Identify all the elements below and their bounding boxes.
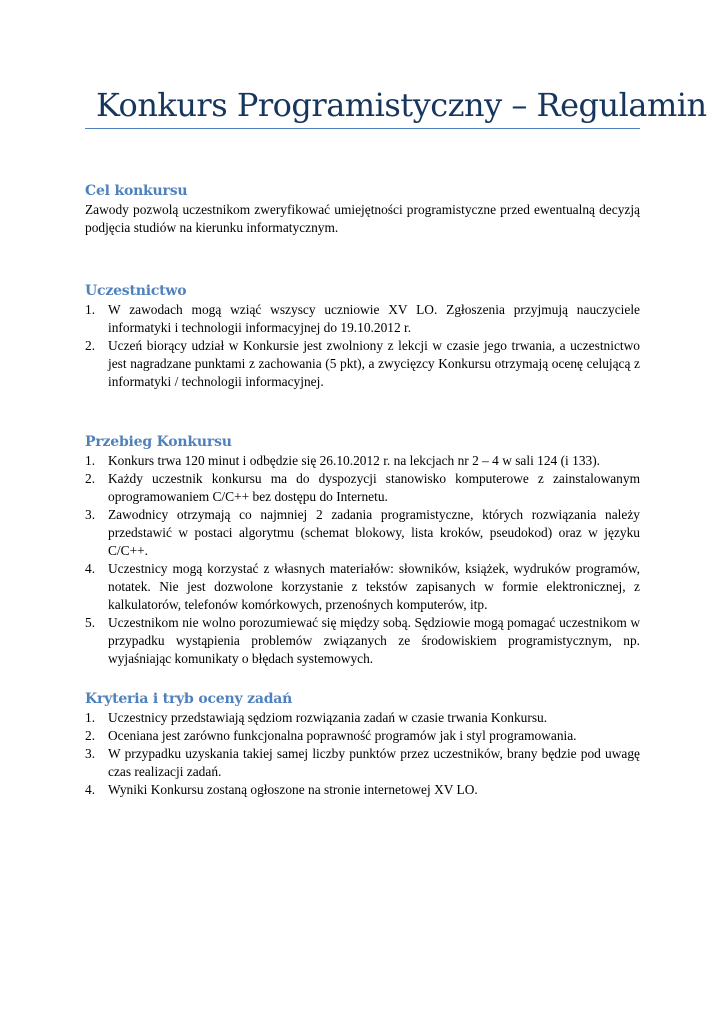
list-number: 2. xyxy=(85,471,96,486)
list-number: 2. xyxy=(85,338,96,353)
list-item xyxy=(85,506,640,560)
section-kryteria-oceny xyxy=(85,689,640,799)
list-item-text: Uczeń biorący udział w Konkursie jest zwolniony z lekcji w czasie jego trwania, a uczestnictwo jest nagradzane punktami z zachowania (5 pkt), a zwycięzcy Konkursu otrzymają ocenę celującą z informatyki / technologii informacyjnej. xyxy=(108,338,640,389)
list-item xyxy=(85,745,640,781)
section-paragraph: Zawody pozwolą uczestnikom zweryfikować umiejętności programistyczne przed ewentualną decyzją podjęcia studiów na kierunku informatycznym. xyxy=(85,202,640,235)
list-number: 1. xyxy=(85,453,96,468)
section-heading: Kryteria i tryb oceny zadań xyxy=(85,691,293,707)
document-title: Konkurs Programistyczny – Regulamin xyxy=(96,86,707,124)
list-item-text: Uczestnicy mogą korzystać z własnych materiałów: słowników, książek, wydruków programów, notatek. Nie jest dozwolone korzystanie z tekstów zapisanych w formie elektronicznej, z kalkulatorów, telefonów komórkowych, przenośnych komputerów, itp. xyxy=(108,561,640,612)
list-number: 3. xyxy=(85,507,96,522)
section-uczestnictwo xyxy=(85,281,640,391)
list-item-text: Zawodnicy otrzymają co najmniej 2 zadania programistyczne, których rozwiązania należy przedstawić w postaci algorytmu (schemat blokowy, lista kroków, pseudokod) oraz w języku C/C++. xyxy=(108,507,640,558)
list-item xyxy=(85,727,640,745)
list-item-text: W zawodach mogą wziąć wszyscy uczniowie XV LO. Zgłoszenia przyjmują nauczyciele informatyki i technologii informacyjnej do 19.10.2012 r. xyxy=(108,302,640,335)
section-cel-konkursu xyxy=(85,181,640,237)
list-number: 1. xyxy=(85,710,96,725)
list-item-text: W przypadku uzyskania takiej samej liczby punktów przez uczestników, brany będzie pod uwagę czas realizacji zadań. xyxy=(108,746,640,779)
list-item xyxy=(85,470,640,506)
list-item-text: Oceniana jest zarówno funkcjonalna poprawność programów jak i styl programowania. xyxy=(108,728,577,743)
list-number: 4. xyxy=(85,782,96,797)
list-item-text: Każdy uczestnik konkursu ma do dyspozycji stanowisko komputerowe z zainstalowanym oprogramowaniem C/C++ bez dostępu do Internetu. xyxy=(108,471,640,504)
list-number: 2. xyxy=(85,728,96,743)
list-number: 4. xyxy=(85,561,96,576)
list-item xyxy=(85,337,640,391)
section-heading: Cel konkursu xyxy=(85,183,188,199)
list-item xyxy=(85,301,640,337)
numbered-list xyxy=(85,452,640,668)
list-number: 1. xyxy=(85,302,96,317)
numbered-list xyxy=(85,301,640,391)
section-przebieg-konkursu xyxy=(85,432,640,668)
list-number: 3. xyxy=(85,746,96,761)
section-heading: Uczestnictwo xyxy=(85,283,187,299)
list-item xyxy=(85,560,640,614)
section-heading: Przebieg Konkursu xyxy=(85,434,232,450)
list-item xyxy=(85,709,640,727)
list-item xyxy=(85,452,640,470)
title-underline xyxy=(85,128,640,129)
list-item xyxy=(85,781,640,799)
list-item-text: Wyniki Konkursu zostaną ogłoszone na stronie internetowej XV LO. xyxy=(108,782,478,797)
numbered-list xyxy=(85,709,640,799)
list-item-text: Uczestnikom nie wolno porozumiewać się między sobą. Sędziowie mogą pomagać uczestnikom w przypadku wystąpienia problemów związanych ze środowiskiem programistycznym, np. wyjaśniając komunikaty o błędach systemowych. xyxy=(108,615,640,666)
list-item xyxy=(85,614,640,668)
list-item-text: Konkurs trwa 120 minut i odbędzie się 26.10.2012 r. na lekcjach nr 2 – 4 w sali 124 (i 133). xyxy=(108,453,601,468)
list-number: 5. xyxy=(85,615,96,630)
list-item-text: Uczestnicy przedstawiają sędziom rozwiązania zadań w czasie trwania Konkursu. xyxy=(108,710,548,725)
